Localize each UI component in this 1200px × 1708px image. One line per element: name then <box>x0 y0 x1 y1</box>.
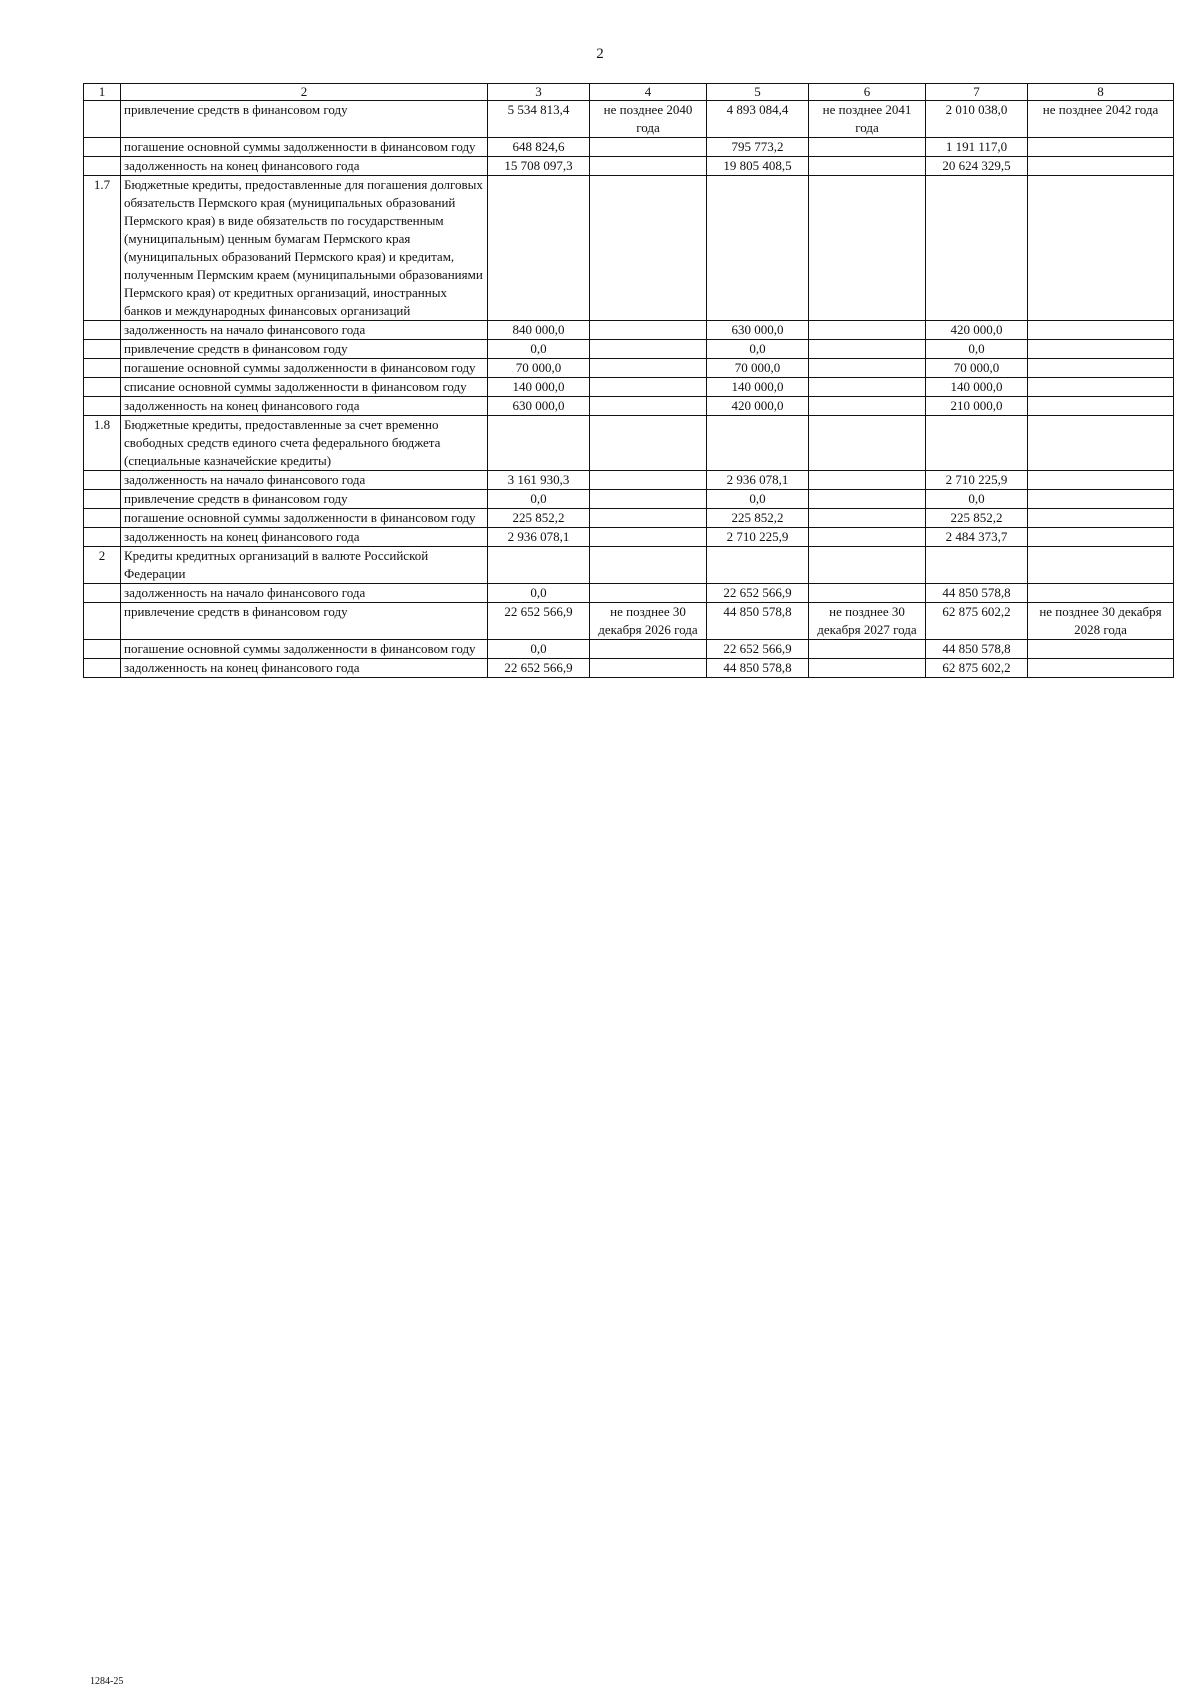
value-cell-year1: 5 534 813,4 <box>488 101 590 138</box>
term-cell-year1 <box>590 397 707 416</box>
description-cell: Кредиты кредитных организаций в валюте Российской Федерации <box>121 547 488 584</box>
value-cell-year3: 0,0 <box>926 490 1028 509</box>
table-row <box>84 509 1174 528</box>
row-number-cell <box>84 340 121 359</box>
value-cell-year2: 225 852,2 <box>707 509 809 528</box>
term-cell-year1 <box>590 659 707 678</box>
term-cell-year1 <box>590 509 707 528</box>
term-cell-year3: не позднее 30 декабря 2028 года <box>1028 603 1174 640</box>
table-row <box>84 603 1174 640</box>
value-cell-year1: 0,0 <box>488 340 590 359</box>
row-number-cell <box>84 138 121 157</box>
term-cell-year2 <box>809 509 926 528</box>
value-cell-year3: 62 875 602,2 <box>926 603 1028 640</box>
row-number-cell <box>84 490 121 509</box>
value-cell-year3: 1 191 117,0 <box>926 138 1028 157</box>
value-cell-year1: 0,0 <box>488 584 590 603</box>
table-row <box>84 528 1174 547</box>
term-cell-year2 <box>809 359 926 378</box>
value-cell-year2: 0,0 <box>707 490 809 509</box>
term-cell-year3 <box>1028 378 1174 397</box>
value-cell-year3: 420 000,0 <box>926 321 1028 340</box>
value-cell-year3: 70 000,0 <box>926 359 1028 378</box>
term-cell-year1 <box>590 340 707 359</box>
term-cell-year1 <box>590 471 707 490</box>
value-cell-year2: 4 893 084,4 <box>707 101 809 138</box>
value-cell-year1: 15 708 097,3 <box>488 157 590 176</box>
term-cell-year1 <box>590 584 707 603</box>
row-number-cell <box>84 603 121 640</box>
term-cell-year2 <box>809 659 926 678</box>
page-number: 2 <box>596 46 604 62</box>
description-cell: погашение основной суммы задолженности в финансовом году <box>121 138 488 157</box>
description-cell: привлечение средств в финансовом году <box>121 101 488 138</box>
description-cell: задолженность на конец финансового года <box>121 659 488 678</box>
column-header: 6 <box>809 84 926 101</box>
table-row <box>84 359 1174 378</box>
term-cell-year3 <box>1028 340 1174 359</box>
table-row <box>84 176 1174 321</box>
term-cell-year3 <box>1028 397 1174 416</box>
description-cell: задолженность на конец финансового года <box>121 397 488 416</box>
table-row <box>84 321 1174 340</box>
term-cell-year3: не позднее 2042 года <box>1028 101 1174 138</box>
term-cell-year2 <box>809 471 926 490</box>
value-cell-year1: 22 652 566,9 <box>488 659 590 678</box>
value-cell-year2 <box>707 416 809 471</box>
description-cell: задолженность на начало финансового года <box>121 471 488 490</box>
value-cell-year2: 44 850 578,8 <box>707 603 809 640</box>
term-cell-year3 <box>1028 584 1174 603</box>
description-cell: привлечение средств в финансовом году <box>121 490 488 509</box>
value-cell-year3 <box>926 547 1028 584</box>
column-header: 1 <box>84 84 121 101</box>
term-cell-year1 <box>590 176 707 321</box>
description-cell: списание основной суммы задолженности в финансовом году <box>121 378 488 397</box>
value-cell-year1: 70 000,0 <box>488 359 590 378</box>
term-cell-year3 <box>1028 359 1174 378</box>
term-cell-year1 <box>590 359 707 378</box>
value-cell-year3: 210 000,0 <box>926 397 1028 416</box>
value-cell-year1: 22 652 566,9 <box>488 603 590 640</box>
value-cell-year1: 648 824,6 <box>488 138 590 157</box>
value-cell-year3 <box>926 416 1028 471</box>
table-header-row <box>84 84 1174 101</box>
value-cell-year3: 44 850 578,8 <box>926 640 1028 659</box>
table-row <box>84 584 1174 603</box>
document-code: 1284-25 <box>90 1676 124 1687</box>
term-cell-year3 <box>1028 176 1174 321</box>
table-row <box>84 101 1174 138</box>
term-cell-year1 <box>590 157 707 176</box>
term-cell-year3 <box>1028 157 1174 176</box>
value-cell-year3: 0,0 <box>926 340 1028 359</box>
term-cell-year3 <box>1028 490 1174 509</box>
value-cell-year2: 22 652 566,9 <box>707 584 809 603</box>
term-cell-year3 <box>1028 321 1174 340</box>
term-cell-year1 <box>590 640 707 659</box>
value-cell-year1: 0,0 <box>488 640 590 659</box>
row-number-cell: 2 <box>84 547 121 584</box>
value-cell-year1: 840 000,0 <box>488 321 590 340</box>
row-number-cell <box>84 471 121 490</box>
value-cell-year1 <box>488 547 590 584</box>
value-cell-year3: 225 852,2 <box>926 509 1028 528</box>
term-cell-year3 <box>1028 659 1174 678</box>
term-cell-year1 <box>590 138 707 157</box>
value-cell-year1 <box>488 176 590 321</box>
row-number-cell: 1.7 <box>84 176 121 321</box>
term-cell-year2 <box>809 176 926 321</box>
value-cell-year3 <box>926 176 1028 321</box>
value-cell-year1 <box>488 416 590 471</box>
value-cell-year1: 225 852,2 <box>488 509 590 528</box>
value-cell-year1: 630 000,0 <box>488 397 590 416</box>
column-header: 3 <box>488 84 590 101</box>
term-cell-year2 <box>809 157 926 176</box>
description-cell: задолженность на конец финансового года <box>121 528 488 547</box>
column-header: 5 <box>707 84 809 101</box>
value-cell-year2: 2 936 078,1 <box>707 471 809 490</box>
term-cell-year2 <box>809 528 926 547</box>
term-cell-year3 <box>1028 547 1174 584</box>
row-number-cell <box>84 640 121 659</box>
row-number-cell: 1.8 <box>84 416 121 471</box>
value-cell-year2: 22 652 566,9 <box>707 640 809 659</box>
table-row <box>84 471 1174 490</box>
table-row <box>84 397 1174 416</box>
term-cell-year2: не позднее 30 декабря 2027 года <box>809 603 926 640</box>
table-row <box>84 490 1174 509</box>
term-cell-year3 <box>1028 640 1174 659</box>
table-row <box>84 659 1174 678</box>
table-row <box>84 640 1174 659</box>
description-cell: погашение основной суммы задолженности в финансовом году <box>121 640 488 659</box>
term-cell-year1 <box>590 416 707 471</box>
value-cell-year2 <box>707 547 809 584</box>
row-number-cell <box>84 584 121 603</box>
value-cell-year1: 140 000,0 <box>488 378 590 397</box>
term-cell-year2: не позднее 2041 года <box>809 101 926 138</box>
term-cell-year2 <box>809 584 926 603</box>
term-cell-year1 <box>590 547 707 584</box>
value-cell-year2: 0,0 <box>707 340 809 359</box>
description-cell: задолженность на начало финансового года <box>121 321 488 340</box>
value-cell-year1: 3 161 930,3 <box>488 471 590 490</box>
value-cell-year3: 62 875 602,2 <box>926 659 1028 678</box>
row-number-cell <box>84 528 121 547</box>
row-number-cell <box>84 101 121 138</box>
column-header: 2 <box>121 84 488 101</box>
row-number-cell <box>84 397 121 416</box>
term-cell-year1 <box>590 528 707 547</box>
column-header: 8 <box>1028 84 1174 101</box>
row-number-cell <box>84 659 121 678</box>
term-cell-year2 <box>809 397 926 416</box>
table-row <box>84 416 1174 471</box>
table-row <box>84 378 1174 397</box>
value-cell-year3: 140 000,0 <box>926 378 1028 397</box>
description-cell: Бюджетные кредиты, предоставленные за счет временно свободных средств единого счета федерального бюджета (специальные казначейские кредиты) <box>121 416 488 471</box>
value-cell-year2: 630 000,0 <box>707 321 809 340</box>
value-cell-year3: 2 484 373,7 <box>926 528 1028 547</box>
description-cell: задолженность на начало финансового года <box>121 584 488 603</box>
value-cell-year3: 20 624 329,5 <box>926 157 1028 176</box>
row-number-cell <box>84 321 121 340</box>
term-cell-year3 <box>1028 138 1174 157</box>
description-cell: привлечение средств в финансовом году <box>121 603 488 640</box>
term-cell-year1 <box>590 490 707 509</box>
row-number-cell <box>84 509 121 528</box>
term-cell-year3 <box>1028 509 1174 528</box>
value-cell-year2: 2 710 225,9 <box>707 528 809 547</box>
value-cell-year2: 420 000,0 <box>707 397 809 416</box>
value-cell-year2: 19 805 408,5 <box>707 157 809 176</box>
term-cell-year2 <box>809 378 926 397</box>
value-cell-year1: 0,0 <box>488 490 590 509</box>
debt-table <box>83 83 1174 678</box>
term-cell-year2 <box>809 640 926 659</box>
value-cell-year2 <box>707 176 809 321</box>
description-cell: погашение основной суммы задолженности в финансовом году <box>121 509 488 528</box>
row-number-cell <box>84 157 121 176</box>
value-cell-year1: 2 936 078,1 <box>488 528 590 547</box>
term-cell-year3 <box>1028 528 1174 547</box>
column-header: 7 <box>926 84 1028 101</box>
value-cell-year2: 795 773,2 <box>707 138 809 157</box>
term-cell-year2 <box>809 340 926 359</box>
row-number-cell <box>84 359 121 378</box>
term-cell-year2 <box>809 138 926 157</box>
term-cell-year1: не позднее 2040 года <box>590 101 707 138</box>
value-cell-year3: 44 850 578,8 <box>926 584 1028 603</box>
term-cell-year2 <box>809 416 926 471</box>
term-cell-year1: не позднее 30 декабря 2026 года <box>590 603 707 640</box>
table-row <box>84 547 1174 584</box>
value-cell-year2: 140 000,0 <box>707 378 809 397</box>
table-row <box>84 138 1174 157</box>
description-cell: привлечение средств в финансовом году <box>121 340 488 359</box>
term-cell-year2 <box>809 490 926 509</box>
term-cell-year2 <box>809 547 926 584</box>
term-cell-year1 <box>590 378 707 397</box>
value-cell-year2: 44 850 578,8 <box>707 659 809 678</box>
column-header: 4 <box>590 84 707 101</box>
table-row <box>84 340 1174 359</box>
description-cell: Бюджетные кредиты, предоставленные для погашения долговых обязательств Пермского края (муниципальных образований Пермского края) в виде обязательств по государственным (муниципальным) ценным бумагам Пермского края (муниципальных образований Пермского края) и кредитам, полученным Пермским краем (муниципальными образованиями Пермского края) от кредитных организаций, иностранных банков и международных финансовых организаций <box>121 176 488 321</box>
value-cell-year3: 2 710 225,9 <box>926 471 1028 490</box>
term-cell-year2 <box>809 321 926 340</box>
value-cell-year2: 70 000,0 <box>707 359 809 378</box>
row-number-cell <box>84 378 121 397</box>
description-cell: погашение основной суммы задолженности в финансовом году <box>121 359 488 378</box>
description-cell: задолженность на конец финансового года <box>121 157 488 176</box>
value-cell-year3: 2 010 038,0 <box>926 101 1028 138</box>
table-row <box>84 157 1174 176</box>
term-cell-year1 <box>590 321 707 340</box>
term-cell-year3 <box>1028 416 1174 471</box>
term-cell-year3 <box>1028 471 1174 490</box>
